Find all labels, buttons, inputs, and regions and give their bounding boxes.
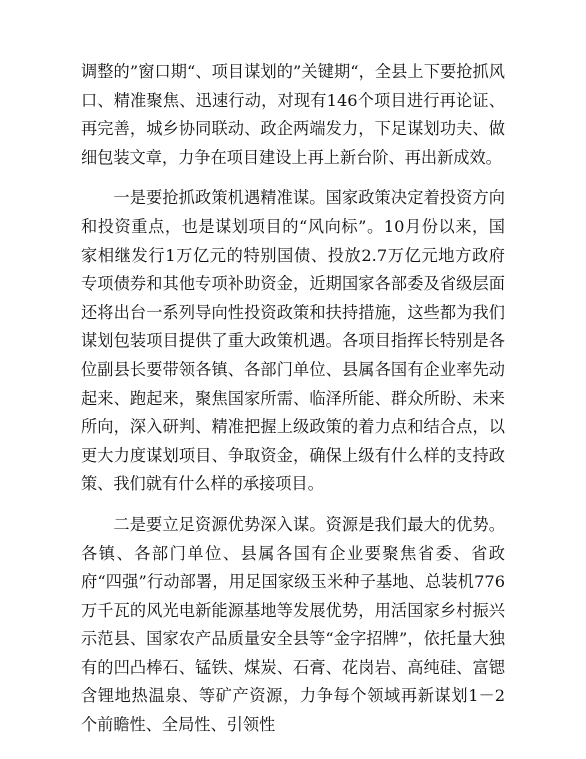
paragraph-policy: 一是要抢抓政策机遇精准谋。国家政策决定着投资方向和投资重点，也是谋划项目的“风向标”。10月份以来，国家相继发行1万亿元的特别国债、投放2.7万亿元地方政府专项债券和其他专项补助资金，近期国家各部委及省级层面还将出台一系列导向性投资政策和扶持措施，这些都为我们谋划包装项目提供了重大政策机遇。各项目指挥长特别是各位副县长要带领各镇、各部门单位、县属各国有企业率先动起来、跑起来，聚焦国家所需、临泽所能、群众所盼、未来所向，深入研判、精准把握上级政策的着力点和结合点，以更大力度谋划项目、争取资金，确保上级有什么样的支持政策、我们就有什么样的承接项目。 <box>81 188 505 494</box>
body-text <box>81 58 505 740</box>
paragraph-resources: 二是要立足资源优势深入谋。资源是我们最大的优势。各镇、各部门单位、县属各国有企业要聚焦省委、省政府“四强”行动部署，用足国家级玉米种子基地、总装机776万千瓦的风光电新能源基地等发展优势，用活国家乡村振兴示范县、国家农产品质量安全县等“金字招牌”，依托量大独有的凹凸棒石、锰铁、煤炭、石膏、花岗岩、高纯硅、富锶含锂地热温泉、等矿产资源，力争每个领域再新谋划1－2个前瞻性、全局性、引领性 <box>81 514 505 735</box>
paragraph-intro: 调整的”窗口期“、项目谋划的”关键期“，全县上下要抢抓风口、精准聚焦、迅速行动，对现有146个项目进行再论证、再完善，城乡协同联动、政企两端发力，下足谋划功夫、做细包装文章，力争在项目建设上再上新台阶、再出新成效。 <box>81 62 505 167</box>
